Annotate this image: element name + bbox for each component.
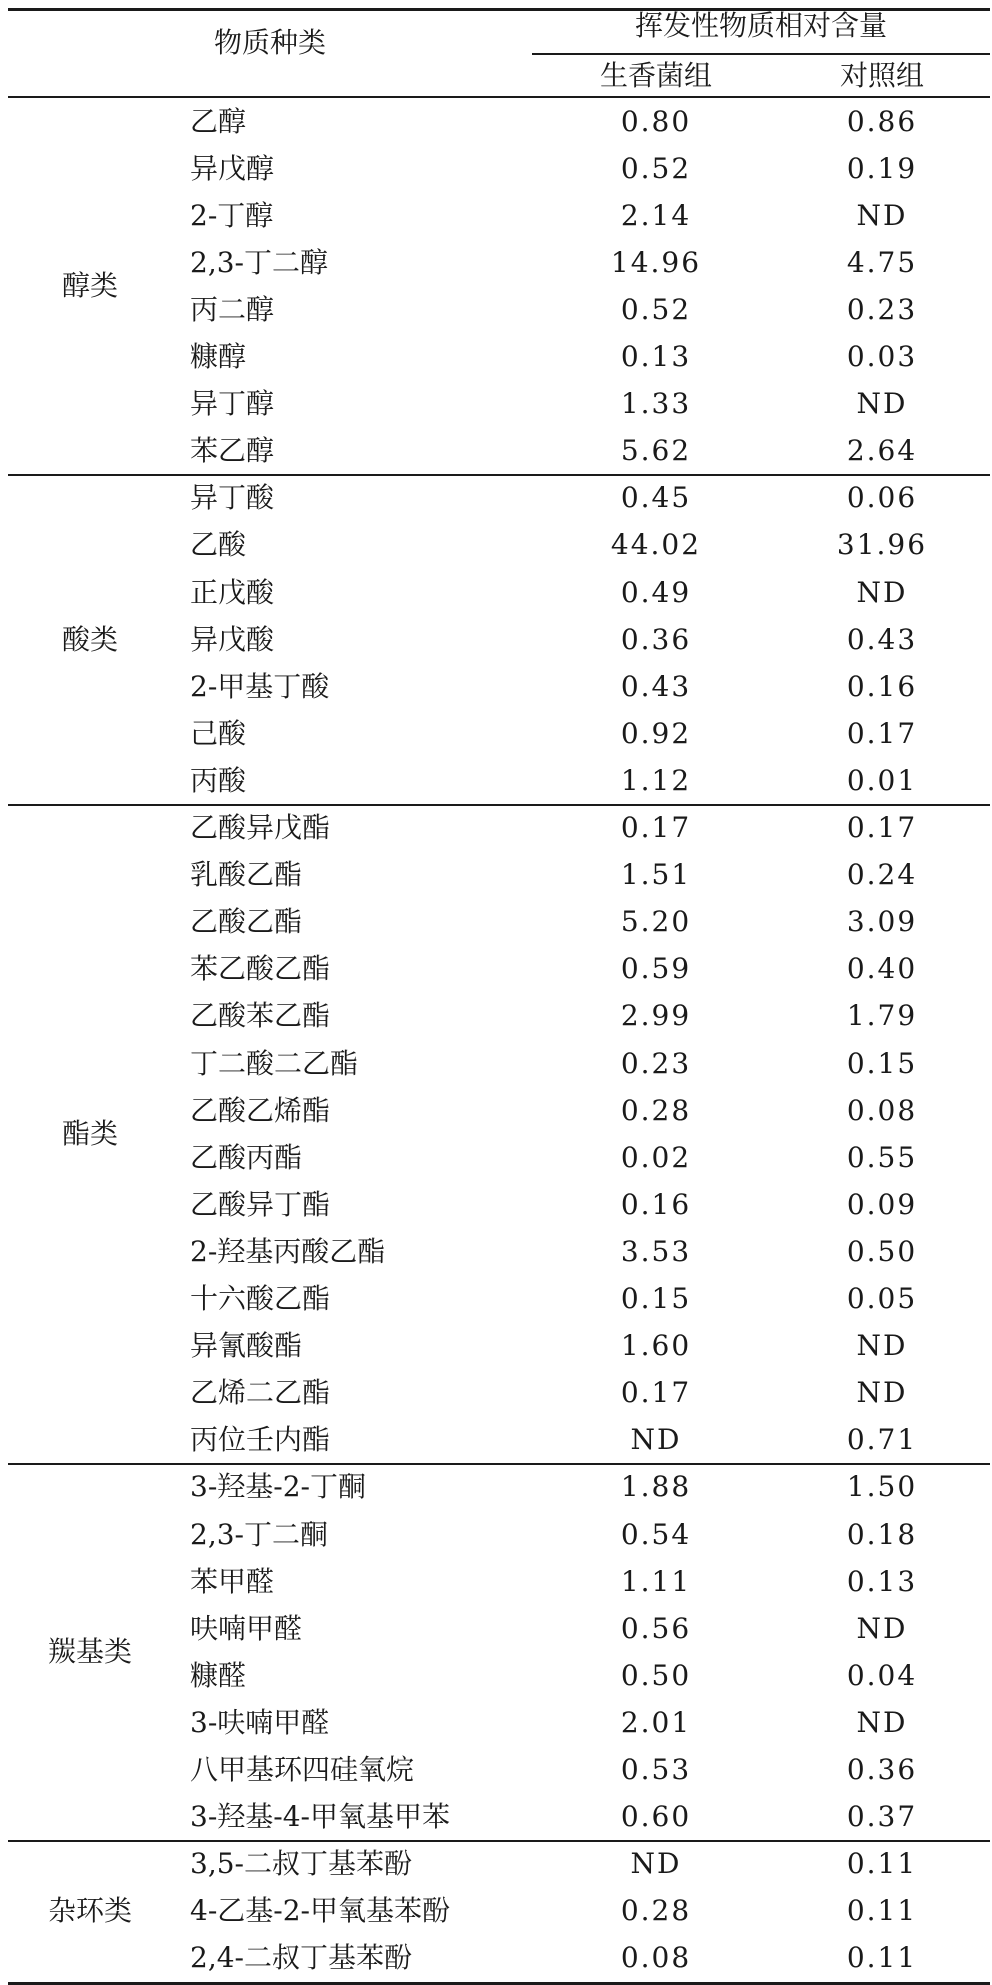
category-label: 羰基类	[47, 1635, 132, 1668]
control-value-cell: 0.17	[846, 717, 918, 750]
compound-name-cell: 2,3-丁二醇	[190, 246, 328, 279]
compound-name-cell: 苯乙醇	[190, 434, 275, 467]
compound-name-cell: 2,3-丁二酮	[190, 1518, 328, 1551]
compound-name-cell: 乙酸异丁酯	[190, 1188, 331, 1221]
treatment-value-cell: 2.01	[620, 1706, 692, 1739]
compound-name-cell: 八甲基环四硅氧烷	[190, 1753, 415, 1786]
treatment-value-cell: 0.02	[620, 1141, 692, 1174]
treatment-value-cell: 1.12	[620, 764, 692, 797]
compound-name-cell: 3,5-二叔丁基苯酚	[190, 1847, 412, 1880]
control-value-cell: 0.55	[846, 1141, 918, 1174]
control-value-cell: 0.11	[846, 1894, 918, 1927]
control-value-cell: 0.01	[846, 764, 918, 797]
control-value-cell: 1.79	[846, 999, 918, 1032]
compound-name-cell: 丙二醇	[190, 293, 275, 326]
compound-name-cell: 正戊酸	[190, 576, 275, 609]
group-divider	[8, 1463, 990, 1465]
treatment-value-cell: 1.11	[620, 1565, 692, 1598]
compound-name-cell: 异丁醇	[190, 387, 275, 420]
treatment-value-cell: 0.15	[620, 1282, 692, 1315]
treatment-value-cell: 14.96	[610, 246, 702, 279]
control-value-cell: 4.75	[846, 246, 918, 279]
compound-name-cell: 丙位壬内酯	[190, 1423, 331, 1456]
treatment-value-cell: 0.52	[620, 293, 692, 326]
compound-name-cell: 乙酸丙酯	[190, 1141, 303, 1174]
control-value-cell: 0.11	[846, 1847, 918, 1880]
control-value-cell: 31.96	[836, 528, 928, 561]
compound-name-cell: 3-呋喃甲醛	[190, 1706, 330, 1739]
treatment-value-cell: 0.16	[620, 1188, 692, 1221]
compound-name-cell: 乙酸苯乙酯	[190, 999, 331, 1032]
compound-name-cell: 丁二酸二乙酯	[190, 1047, 359, 1080]
treatment-value-cell: 0.17	[620, 811, 692, 844]
header-bottom-rule	[8, 96, 990, 98]
control-value-cell: 0.50	[846, 1235, 918, 1268]
treatment-value-cell: 0.17	[620, 1376, 692, 1409]
control-value-cell: 3.09	[846, 905, 918, 938]
treatment-value-cell: 0.52	[620, 152, 692, 185]
control-value-cell: 0.08	[846, 1094, 918, 1127]
compound-name-cell: 乳酸乙酯	[190, 858, 303, 891]
treatment-value-cell: 0.28	[620, 1894, 692, 1927]
header-col-treatment: 生香菌组	[599, 59, 712, 92]
compound-name-cell: 乙酸乙酯	[190, 905, 303, 938]
compound-name-cell: 呋喃甲醛	[190, 1612, 303, 1645]
control-value-cell: 0.06	[846, 481, 918, 514]
compound-name-cell: 2-羟基丙酸乙酯	[190, 1235, 386, 1268]
control-value-cell: 2.64	[846, 434, 918, 467]
control-value-cell: 0.40	[846, 952, 918, 985]
treatment-value-cell: 0.59	[620, 952, 692, 985]
control-value-cell: ND	[856, 199, 908, 232]
treatment-value-cell: 1.51	[620, 858, 692, 891]
treatment-value-cell: 5.62	[620, 434, 692, 467]
treatment-value-cell: ND	[630, 1423, 682, 1456]
control-value-cell: ND	[856, 1612, 908, 1645]
compound-name-cell: 己酸	[190, 717, 247, 750]
control-value-cell: 0.18	[846, 1518, 918, 1551]
compound-name-cell: 糠醇	[190, 340, 247, 373]
treatment-value-cell: 5.20	[620, 905, 692, 938]
control-value-cell: 0.36	[846, 1753, 918, 1786]
treatment-value-cell: 0.54	[620, 1518, 692, 1551]
header-category-label: 物质种类	[213, 26, 326, 59]
treatment-value-cell: 3.53	[620, 1235, 692, 1268]
control-value-cell: 1.50	[846, 1470, 918, 1503]
compound-name-cell: 2,4-二叔丁基苯酚	[190, 1941, 412, 1974]
category-label: 酸类	[61, 623, 118, 656]
header-group-label: 挥发性物质相对含量	[634, 9, 887, 42]
compound-name-cell: 苯甲醛	[190, 1565, 275, 1598]
control-value-cell: 0.24	[846, 858, 918, 891]
compound-name-cell: 乙烯二乙酯	[190, 1376, 331, 1409]
treatment-value-cell: 0.36	[620, 623, 692, 656]
compound-name-cell: 苯乙酸乙酯	[190, 952, 331, 985]
treatment-value-cell: 0.50	[620, 1659, 692, 1692]
control-value-cell: ND	[856, 1706, 908, 1739]
compound-name-cell: 乙酸异戊酯	[190, 811, 331, 844]
control-value-cell: 0.05	[846, 1282, 918, 1315]
control-value-cell: 0.37	[846, 1800, 918, 1833]
treatment-value-cell: 0.43	[620, 670, 692, 703]
control-value-cell: 0.19	[846, 152, 918, 185]
treatment-value-cell: 0.08	[620, 1941, 692, 1974]
header-col-control: 对照组	[839, 59, 924, 92]
compound-name-cell: 异氰酸酯	[190, 1329, 303, 1362]
treatment-value-cell: 0.53	[620, 1753, 692, 1786]
control-value-cell: ND	[856, 1376, 908, 1409]
compound-name-cell: 乙酸乙烯酯	[190, 1094, 331, 1127]
control-value-cell: 0.13	[846, 1565, 918, 1598]
compound-name-cell: 丙酸	[190, 764, 247, 797]
treatment-value-cell: 0.45	[620, 481, 692, 514]
control-value-cell: 0.04	[846, 1659, 918, 1692]
control-value-cell: 0.03	[846, 340, 918, 373]
category-label: 醇类	[61, 269, 118, 302]
treatment-value-cell: 0.28	[620, 1094, 692, 1127]
control-value-cell: 0.86	[846, 105, 918, 138]
compound-name-cell: 3-羟基-2-丁酮	[190, 1470, 367, 1503]
compound-name-cell: 2-甲基丁酸	[190, 670, 330, 703]
treatment-value-cell: 0.56	[620, 1612, 692, 1645]
control-value-cell: 0.17	[846, 811, 918, 844]
control-value-cell: 0.09	[846, 1188, 918, 1221]
group-divider	[8, 1840, 990, 1842]
control-value-cell: 0.23	[846, 293, 918, 326]
treatment-value-cell: 1.60	[620, 1329, 692, 1362]
treatment-value-cell: 1.88	[620, 1470, 692, 1503]
treatment-value-cell: 0.92	[620, 717, 692, 750]
compound-name-cell: 4-乙基-2-甲氧基苯酚	[190, 1894, 451, 1927]
treatment-value-cell: 0.49	[620, 576, 692, 609]
category-label: 酯类	[61, 1117, 118, 1150]
treatment-value-cell: 0.23	[620, 1047, 692, 1080]
control-value-cell: 0.71	[846, 1423, 918, 1456]
treatment-value-cell: 0.60	[620, 1800, 692, 1833]
compound-name-cell: 乙酸	[190, 528, 247, 561]
group-divider	[8, 804, 990, 806]
treatment-value-cell: ND	[630, 1847, 682, 1880]
control-value-cell: 0.11	[846, 1941, 918, 1974]
compound-name-cell: 异戊酸	[190, 623, 275, 656]
control-value-cell: ND	[856, 387, 908, 420]
compound-name-cell: 2-丁醇	[190, 199, 274, 232]
treatment-value-cell: 1.33	[620, 387, 692, 420]
treatment-value-cell: 2.99	[620, 999, 692, 1032]
compound-name-cell: 异丁酸	[190, 481, 275, 514]
category-label: 杂环类	[47, 1894, 132, 1927]
compound-name-cell: 十六酸乙酯	[190, 1282, 331, 1315]
header-sub-rule	[532, 53, 990, 55]
compound-name-cell: 糠醛	[190, 1659, 247, 1692]
control-value-cell: 0.43	[846, 623, 918, 656]
treatment-value-cell: 2.14	[620, 199, 692, 232]
treatment-value-cell: 0.13	[620, 340, 692, 373]
control-value-cell: ND	[856, 576, 908, 609]
treatment-value-cell: 0.80	[620, 105, 692, 138]
compound-name-cell: 异戊醇	[190, 152, 275, 185]
compound-name-cell: 乙醇	[190, 105, 247, 138]
treatment-value-cell: 44.02	[610, 528, 702, 561]
control-value-cell: 0.15	[846, 1047, 918, 1080]
group-divider	[8, 474, 990, 476]
control-value-cell: ND	[856, 1329, 908, 1362]
control-value-cell: 0.16	[846, 670, 918, 703]
compound-name-cell: 3-羟基-4-甲氧基甲苯	[190, 1800, 451, 1833]
